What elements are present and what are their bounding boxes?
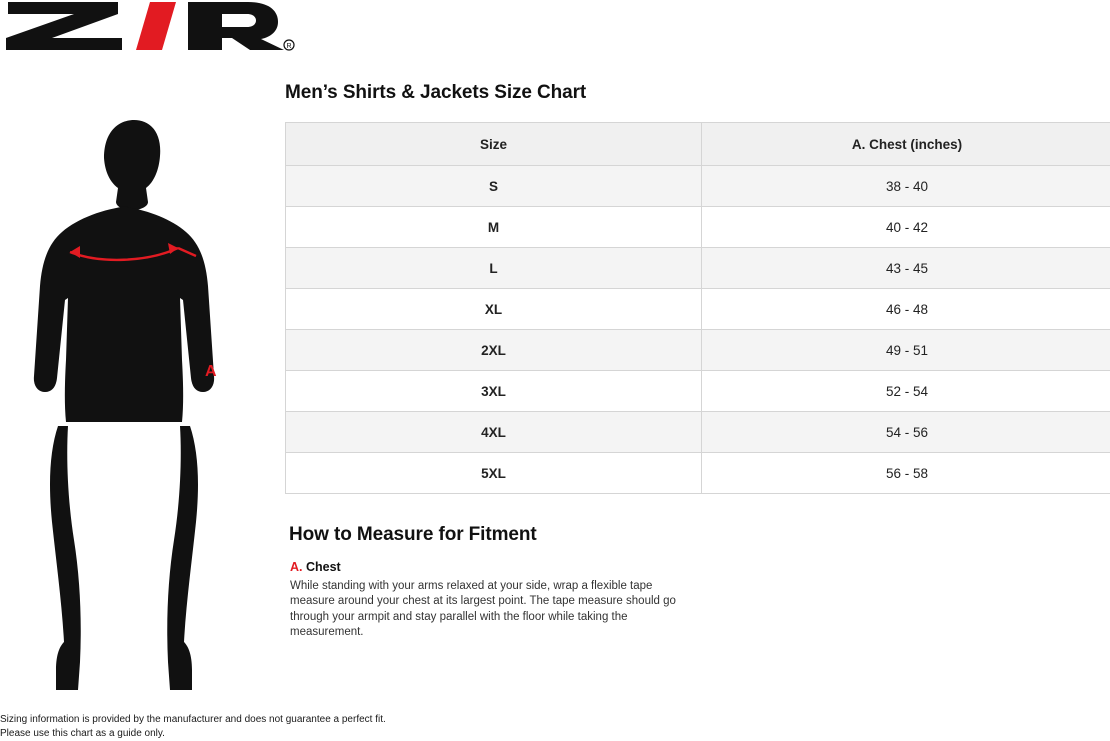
z1r-logo-icon — [0, 0, 300, 52]
table-row — [286, 207, 1110, 248]
measurement-diagram — [0, 110, 270, 700]
cell-size: M — [286, 207, 702, 248]
how-to-measure-heading: How to Measure for Fitment — [289, 524, 537, 545]
how-to-measure-section — [285, 524, 1110, 641]
measure-item-letter: A. — [290, 560, 303, 574]
table-row — [286, 330, 1110, 371]
male-silhouette-icon — [0, 110, 270, 700]
table-header-row — [286, 123, 1110, 166]
disclaimer — [0, 713, 386, 741]
cell-size: L — [286, 248, 702, 289]
cell-chest: 54 - 56 — [702, 412, 1110, 453]
table-row — [286, 248, 1110, 289]
measure-item-title — [290, 560, 1110, 574]
cell-chest: 38 - 40 — [702, 166, 1110, 207]
column-header-chest: A. Chest (inches) — [702, 123, 1110, 166]
cell-size: 4XL — [286, 412, 702, 453]
table-row — [286, 412, 1110, 453]
measure-item-chest — [290, 560, 1110, 641]
cell-chest: 43 - 45 — [702, 248, 1110, 289]
brand-logo — [0, 0, 300, 52]
table-row — [286, 371, 1110, 412]
cell-chest: 46 - 48 — [702, 289, 1110, 330]
measure-item-name: Chest — [305, 560, 341, 574]
chest-measure-label: A — [205, 363, 217, 380]
size-chart-content — [285, 82, 1110, 641]
cell-size: XL — [286, 289, 702, 330]
cell-chest: 40 - 42 — [702, 207, 1110, 248]
page-title: Men’s Shirts & Jackets Size Chart — [285, 82, 587, 103]
disclaimer-line-2: Please use this chart as a guide only. — [0, 728, 165, 739]
table-row — [286, 453, 1110, 494]
disclaimer-line-1: Sizing information is provided by the manufacturer and does not guarantee a perfect fit. — [0, 714, 386, 725]
measure-item-description: While standing with your arms relaxed at your side, wrap a flexible tape measure around your chest at its largest point. The tape measure should go through your armpit and stay parallel with the floor while taking the measurement. — [290, 580, 676, 639]
cell-chest: 56 - 58 — [702, 453, 1110, 494]
cell-size: 2XL — [286, 330, 702, 371]
cell-chest: 52 - 54 — [702, 371, 1110, 412]
cell-size: 3XL — [286, 371, 702, 412]
cell-chest: 49 - 51 — [702, 330, 1110, 371]
size-chart-table — [285, 122, 1110, 494]
cell-size: S — [286, 166, 702, 207]
table-row — [286, 166, 1110, 207]
cell-size: 5XL — [286, 453, 702, 494]
column-header-size: Size — [286, 123, 702, 166]
table-row — [286, 289, 1110, 330]
svg-text:R: R — [286, 43, 292, 50]
